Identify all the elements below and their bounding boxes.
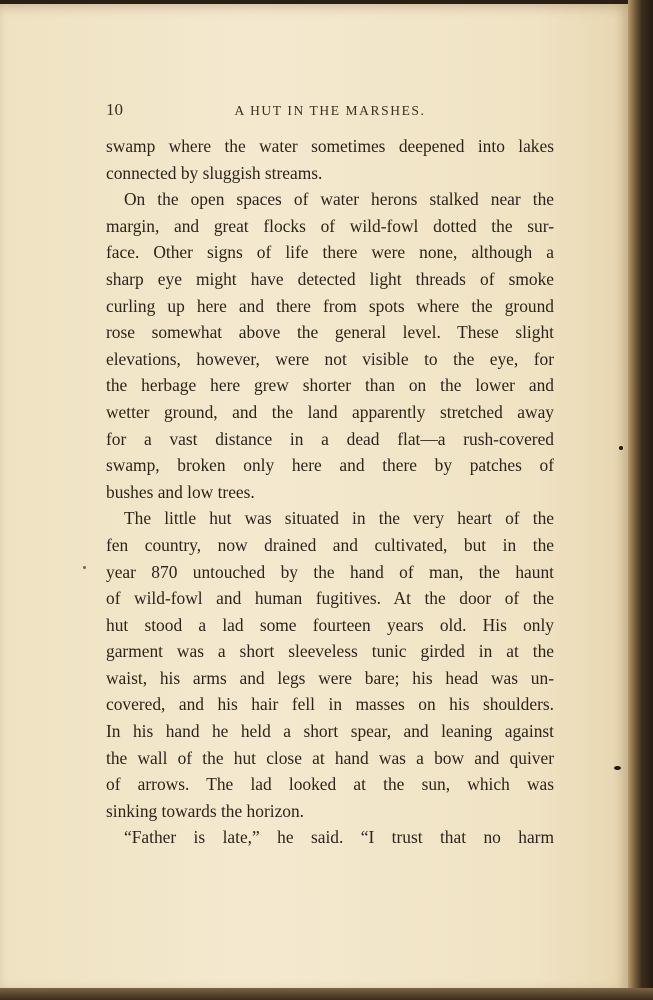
page-number: 10	[106, 100, 123, 119]
text-line: connected by sluggish streams.	[106, 162, 323, 183]
text-line: covered, and his hair fell in masses on his shoulders.	[106, 694, 554, 715]
page-header	[106, 100, 554, 126]
text-line: of wild-fowl and human fugitives. At the door of the	[106, 588, 554, 609]
text-line: wetter ground, and the land apparently stretched away	[106, 401, 554, 422]
text-line: waist, his arms and legs were bare; his head was un-	[106, 667, 554, 688]
text-line: the wall of the hut close at hand was a bow and quiver	[106, 747, 554, 768]
text-line: “Father is late,” he said. “I trust that no harm	[124, 827, 554, 848]
text-line: rose somewhat above the general level. These slight	[106, 322, 554, 343]
text-line: year 870 untouched by the hand of man, the haunt	[106, 561, 554, 582]
text-line: fen country, now drained and cultivated, but in the	[106, 534, 554, 555]
book-page-edge	[628, 0, 653, 1000]
ink-speck	[83, 566, 86, 569]
text-line: of arrows. The lad looked at the sun, which was	[106, 774, 554, 795]
text-line: swamp where the water sometimes deepened into lakes	[106, 136, 554, 156]
ink-speck	[619, 446, 623, 450]
text-line: The little hut was situated in the very heart of the	[124, 508, 554, 529]
text-line: margin, and great flocks of wild-fowl dotted the sur-	[106, 215, 554, 236]
text-line: elevations, however, were not visible to the eye, for	[106, 348, 554, 369]
text-line: sharp eye might have detected light threads of smoke	[106, 268, 554, 289]
text-line: In his hand he held a short spear, and leaning against	[106, 721, 554, 742]
ink-speck	[614, 766, 621, 770]
book-bottom-edge	[0, 988, 653, 1000]
text-line: sinking towards the horizon.	[106, 800, 305, 821]
text-line: for a vast distance in a dead flat—a rush-covered	[106, 428, 554, 449]
text-line: On the open spaces of water herons stalked near the	[124, 189, 554, 210]
body-text	[106, 133, 554, 851]
text-line: garment was a short sleeveless tunic girded in at the	[106, 641, 554, 662]
text-line: curling up here and there from spots where the ground	[106, 295, 554, 316]
text-line: the herbage here grew shorter than on the lower and	[106, 375, 554, 396]
text-line: face. Other signs of life there were none, although a	[106, 242, 554, 263]
text-line: hut stood a lad some fourteen years old. His only	[106, 614, 554, 635]
running-title: A HUT IN THE MARSHES.	[234, 103, 426, 118]
text-line: swamp, broken only here and there by patches of	[106, 455, 554, 476]
text-line: bushes and low trees.	[106, 481, 255, 502]
